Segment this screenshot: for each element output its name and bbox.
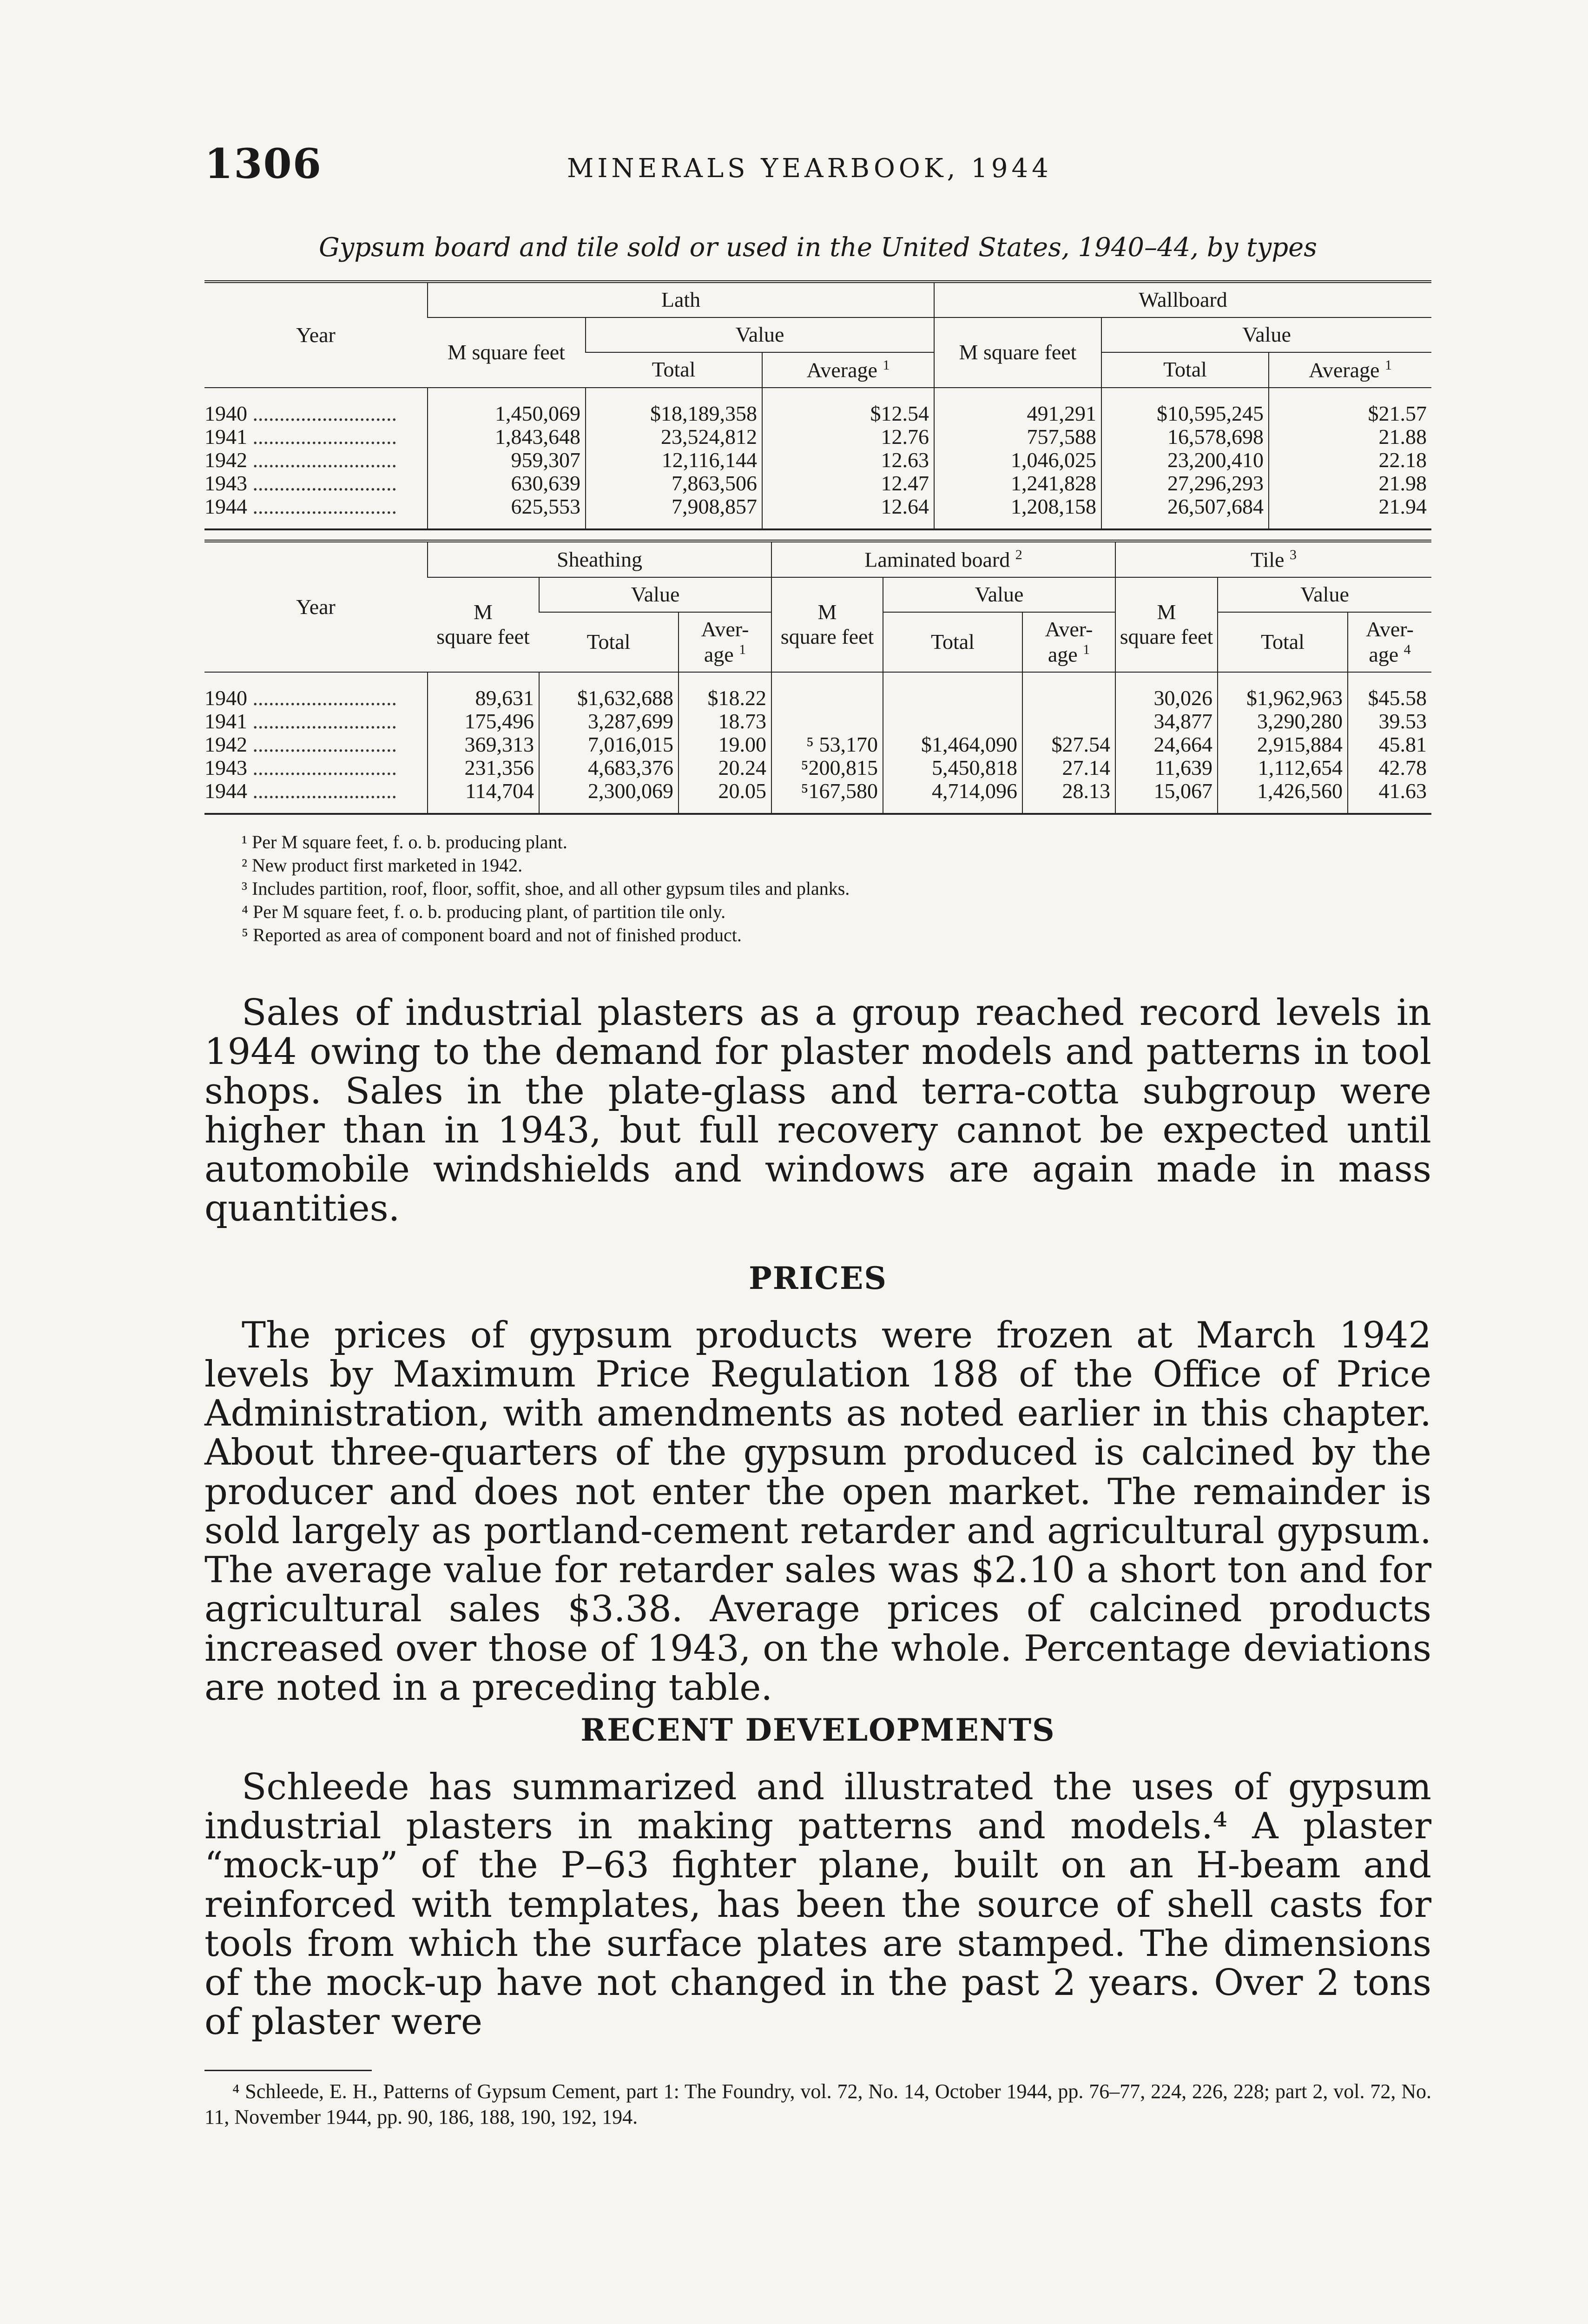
table-row (204, 672, 1431, 710)
table-cell: 42.78 (1348, 756, 1431, 779)
table-cell: $1,464,090 (883, 733, 1022, 756)
table-cell: $10,595,245 (1101, 388, 1269, 425)
heading-recent-developments: RECENT DEVELOPMENTS (580, 1711, 1055, 1748)
page-header (204, 139, 1431, 195)
table-cell: 369,313 (428, 733, 539, 756)
sheathing-msqft-header: M square feet (428, 577, 539, 672)
table-row (204, 449, 1431, 472)
table-cell (883, 710, 1022, 733)
lath-msqft-header: M square feet (428, 317, 586, 388)
table-cell: 41.63 (1348, 779, 1431, 814)
year-label: 1940 ..... (204, 686, 397, 710)
year-label: 1942 ..... (204, 448, 397, 472)
table-cell: 28.13 (1022, 779, 1115, 814)
lath-header: Lath (428, 282, 934, 317)
laminated-total-header: Total (883, 612, 1022, 672)
table-cell: 20.05 (679, 779, 771, 814)
table-cell: 1,208,158 (934, 495, 1101, 529)
table-row (204, 710, 1431, 733)
laminated-msqft-header: M square feet (771, 577, 883, 672)
table-row (204, 388, 1431, 425)
table-row (204, 756, 1431, 779)
laminated-average-header: Aver- age $^1$ (1022, 612, 1115, 672)
table-row (204, 495, 1431, 529)
table-cell: 12.47 (762, 472, 934, 495)
laminated-header: Laminated board $^2$ (771, 541, 1115, 577)
year-cell (204, 733, 428, 756)
table-cell: 21.88 (1269, 425, 1431, 449)
table-cell: 12,116,144 (586, 449, 762, 472)
table-cell: 7,016,015 (539, 733, 679, 756)
sheathing-laminated-tile-table (204, 540, 1431, 815)
page-footnote: ⁴ Schleede, E. H., Patterns of Gypsum Cement, part 1: The Foundry, vol. 72, No. 14, October 1944, pp. 76–77, 224, 226, 228; part 2, vol. 72, No. 11, November 1944, pp. 90, 186, 188, 190, 192, 194. (204, 2080, 1431, 2128)
year-label: 1944 ..... (204, 779, 397, 803)
table-cell: 16,578,698 (1101, 425, 1269, 449)
table-cell: 1,450,069 (428, 388, 586, 425)
table-cell: 30,026 (1115, 672, 1218, 710)
table-row (204, 425, 1431, 449)
heading-prices: PRICES (749, 1260, 887, 1296)
wallboard-total-header: Total (1101, 352, 1269, 388)
table-cell: 7,863,506 (586, 472, 762, 495)
table-cell (1022, 710, 1115, 733)
table-cell: 1,112,654 (1218, 756, 1348, 779)
table-cell: $18.22 (679, 672, 771, 710)
table-row (204, 733, 1431, 756)
table-cell: 2,915,884 (1218, 733, 1348, 756)
table-cell: 1,426,560 (1218, 779, 1348, 814)
table-footnotes (242, 831, 1431, 947)
table-cell: 22.18 (1269, 449, 1431, 472)
tile-value-header: Value (1218, 577, 1431, 612)
table-cell: 15,067 (1115, 779, 1218, 814)
table-cell: ⁵167,580 (771, 779, 883, 814)
table-cell: 89,631 (428, 672, 539, 710)
table-cell: 39.53 (1348, 710, 1431, 733)
table-cell: 2,300,069 (539, 779, 679, 814)
table-cell: ⁵200,815 (771, 756, 883, 779)
paragraph-prices: The prices of gypsum products were frozen at March 1942 levels by Maximum Price Regulation 188 of the Office of Price Administration, with amendments as noted earlier in this chapter. About three-quarters of the gypsum produced is calcined by the producer and does not enter the open market. The remainder is sold largely as portland-cement retarder and agricultural gypsum. The average value for retarder sales was $2.10 a short ton and for agricultural sales $3.38. Average prices of calcined products increased over those of 1943, on the whole. Percentage deviations are noted in a preceding table. (204, 1314, 1431, 1709)
tile-total-header: Total (1218, 612, 1348, 672)
year-cell (204, 472, 428, 495)
table-cell: 757,588 (934, 425, 1101, 449)
year-label: 1944 ..... (204, 495, 397, 518)
table-cell: 21.98 (1269, 472, 1431, 495)
year-cell (204, 425, 428, 449)
wallboard-msqft-header: M square feet (934, 317, 1101, 388)
sheathing-value-header: Value (539, 577, 771, 612)
table-cell: 11,639 (1115, 756, 1218, 779)
table-cell: $27.54 (1022, 733, 1115, 756)
year-cell (204, 449, 428, 472)
table-cell: 20.24 (679, 756, 771, 779)
wallboard-value-header: Value (1101, 317, 1431, 352)
table-cell: 4,714,096 (883, 779, 1022, 814)
footnote-rule (204, 2070, 372, 2071)
year-cell (204, 495, 428, 529)
year-cell (204, 672, 428, 710)
table-cell: $45.58 (1348, 672, 1431, 710)
year-header: Year (204, 282, 428, 388)
table-cell (1022, 672, 1115, 710)
tile-header: Tile $^3$ (1115, 541, 1431, 577)
table-cell: 1,843,648 (428, 425, 586, 449)
table-cell: 231,356 (428, 756, 539, 779)
table-cell: 21.94 (1269, 495, 1431, 529)
table-cell (771, 672, 883, 710)
table-cell: 175,496 (428, 710, 539, 733)
sheathing-total-header: Total (539, 612, 679, 672)
year-label: 1941 ..... (204, 425, 397, 449)
table-cell: 625,553 (428, 495, 586, 529)
table-cell: 34,877 (1115, 710, 1218, 733)
table-row (204, 779, 1431, 814)
footnote: ² New product first marketed in 1942. (242, 855, 523, 876)
table-cell (883, 672, 1022, 710)
table-cell: 19.00 (679, 733, 771, 756)
table-cell: 5,450,818 (883, 756, 1022, 779)
table-cell: 27,296,293 (1101, 472, 1269, 495)
footnote: ¹ Per M square feet, f. o. b. producing plant. (242, 832, 567, 853)
table-cell: 1,241,828 (934, 472, 1101, 495)
sheathing-average-header: Aver- age $^1$ (679, 612, 771, 672)
lath-value-header: Value (586, 317, 934, 352)
year-label: 1943 ..... (204, 756, 397, 779)
table-cell: ⁵ 53,170 (771, 733, 883, 756)
table-cell: 18.73 (679, 710, 771, 733)
footnote: ³ Includes partition, roof, floor, soffit, shoe, and all other gypsum tiles and planks. (242, 878, 850, 899)
year-cell (204, 756, 428, 779)
year-label: 1942 ..... (204, 733, 397, 756)
year-header-2: Year (204, 541, 428, 672)
table-row (204, 472, 1431, 495)
table-cell: $21.57 (1269, 388, 1431, 425)
table-cell: $18,189,358 (586, 388, 762, 425)
table-cell: 23,200,410 (1101, 449, 1269, 472)
year-cell (204, 710, 428, 733)
table-cell: 1,046,025 (934, 449, 1101, 472)
table-cell: 23,524,812 (586, 425, 762, 449)
table-cell: 12.64 (762, 495, 934, 529)
table-cell: 27.14 (1022, 756, 1115, 779)
footnote: ⁴ Per M square feet, f. o. b. producing plant, of partition tile only. (242, 901, 726, 923)
table-cell: 26,507,684 (1101, 495, 1269, 529)
running-head: MINERALS YEARBOOK, 1944 (567, 153, 1052, 184)
tile-average-header: Aver- age $^4$ (1348, 612, 1431, 672)
table-cell: 630,639 (428, 472, 586, 495)
wallboard-average-header: Average $^1$ (1269, 352, 1431, 388)
footnote: ⁵ Reported as area of component board and not of finished product. (242, 924, 742, 946)
table-cell: 24,664 (1115, 733, 1218, 756)
paragraph-industrial-plasters: Sales of industrial plasters as a group reached record levels in 1944 owing to the demand for plaster models and patterns in tool shops. Sales in the plate-glass and terra-cotta subgroup were higher than in 1943, but full recovery cannot be expected until automobile windshields and windows are again made in mass quantities. (204, 992, 1431, 1230)
page (204, 139, 1431, 2130)
table-caption: Gypsum board and tile sold or used in the United States, 1940–44, by types (318, 232, 1318, 263)
table-cell: 45.81 (1348, 733, 1431, 756)
table-cell: 12.76 (762, 425, 934, 449)
year-label: 1943 ..... (204, 471, 397, 495)
lath-average-header: Average $^1$ (762, 352, 934, 388)
year-cell (204, 388, 428, 425)
table-cell: 7,908,857 (586, 495, 762, 529)
lath-total-header: Total (586, 352, 762, 388)
table-cell (771, 710, 883, 733)
table-cell: 959,307 (428, 449, 586, 472)
table-cell: $1,632,688 (539, 672, 679, 710)
year-label: 1940 ..... (204, 402, 397, 425)
wallboard-header: Wallboard (934, 282, 1431, 317)
sheathing-header: Sheathing (428, 541, 771, 577)
page-number: 1306 (204, 139, 322, 188)
lath-wallboard-table (204, 280, 1431, 530)
table-cell: 3,290,280 (1218, 710, 1348, 733)
table-cell: 491,291 (934, 388, 1101, 425)
table-cell: 4,683,376 (539, 756, 679, 779)
year-cell (204, 779, 428, 814)
table-cell: $12.54 (762, 388, 934, 425)
table-cell: $1,962,963 (1218, 672, 1348, 710)
table-cell: 12.63 (762, 449, 934, 472)
tile-msqft-header: M square feet (1115, 577, 1218, 672)
table-cell: 3,287,699 (539, 710, 679, 733)
table-cell: 114,704 (428, 779, 539, 814)
paragraph-recent-developments: Schleede has summarized and illustrated the uses of gypsum industrial plasters in making patterns and models.⁴ A plaster “mock-up” of the P–63 fighter plane, built on an H-beam and reinforced with templates, has been the source of shell casts for tools from which the surface plates are stamped. The dimensions of the mock-up have not changed in the past 2 years. Over 2 tons of plaster were (204, 1766, 1431, 2043)
laminated-value-header: Value (883, 577, 1115, 612)
year-label: 1941 ..... (204, 709, 397, 733)
